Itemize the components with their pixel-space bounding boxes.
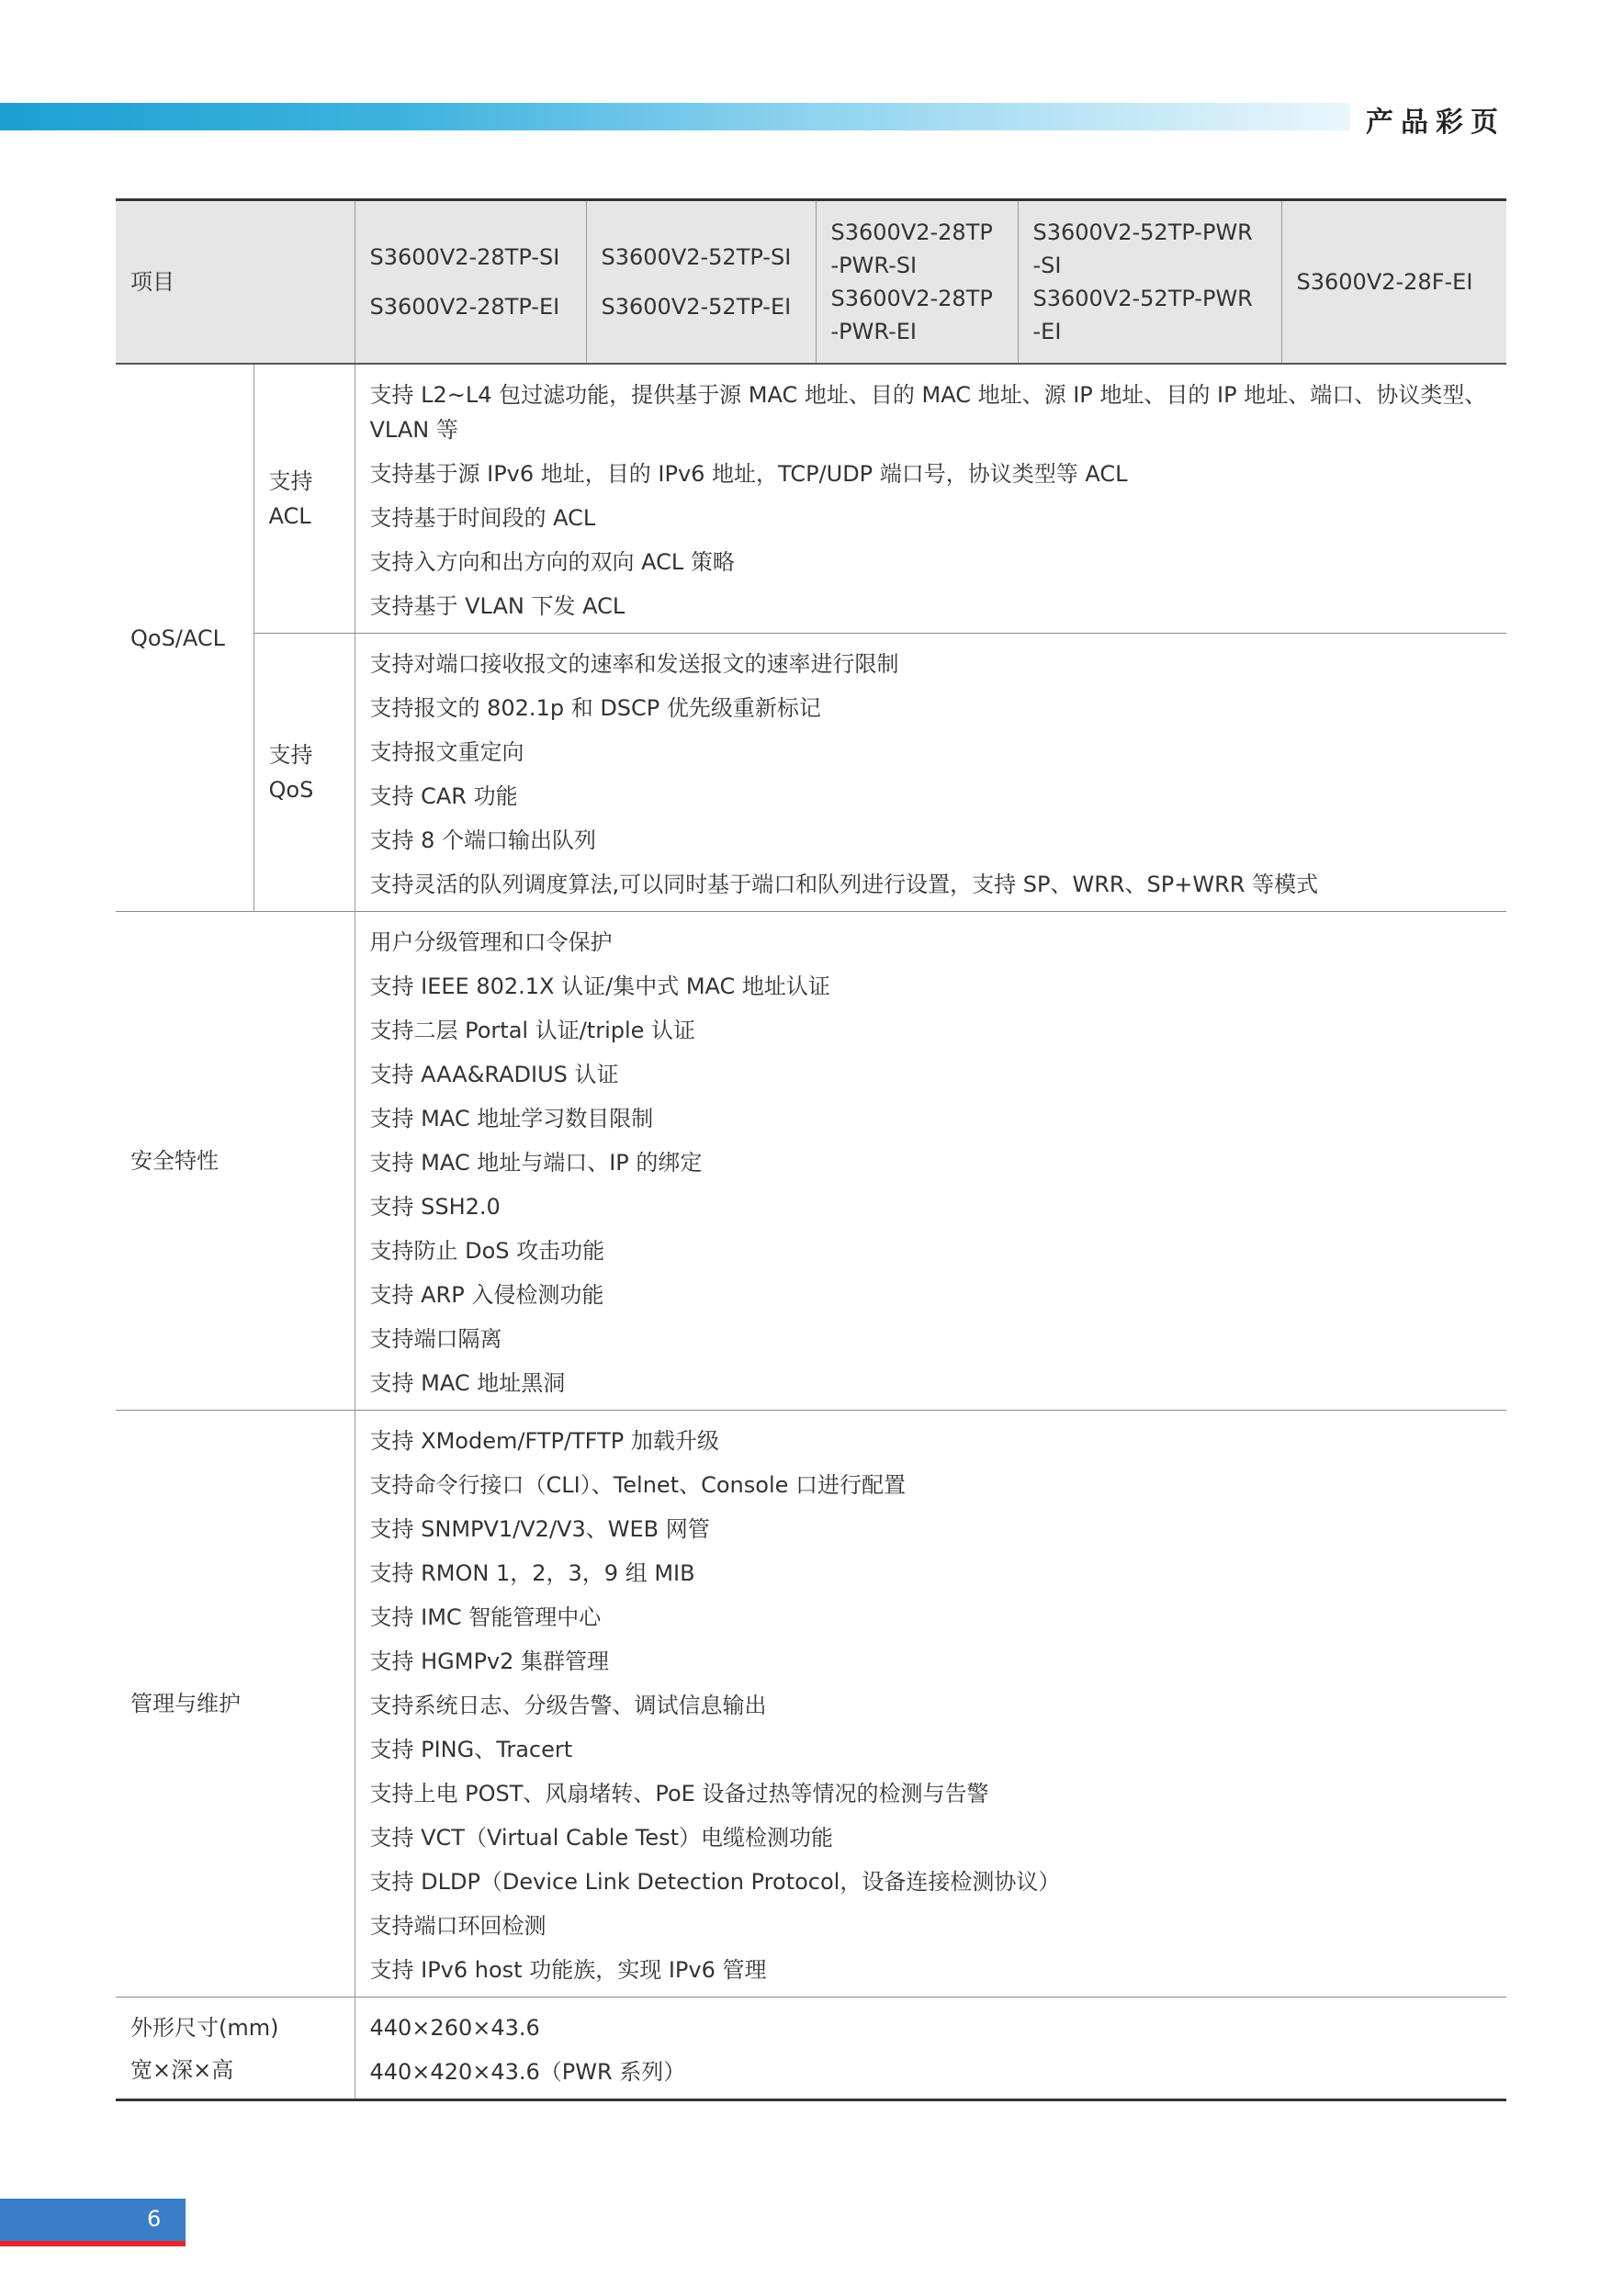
category-qos-acl: QoS/ACL bbox=[130, 625, 226, 651]
table-row bbox=[116, 912, 1506, 965]
model-name: S3600V2-28TP bbox=[830, 219, 993, 245]
feature-item: 支持 SSH2.0 bbox=[355, 1185, 1506, 1229]
feature-item: 支持 IMC 智能管理中心 bbox=[355, 1595, 1506, 1639]
feature-item: 支持防止 DoS 攻击功能 bbox=[355, 1229, 1506, 1273]
subcategory-acl: 支持 ACL bbox=[254, 364, 355, 634]
feature-item: 支持报文的 802.1p 和 DSCP 优先级重新标记 bbox=[355, 686, 1506, 730]
feature-item: 支持 L2~L4 包过滤功能，提供基于源 MAC 地址、目的 MAC 地址、源 IP 地址、目的 IP 地址、端口、协议类型、VLAN 等 bbox=[355, 364, 1506, 452]
feature-item: 支持灵活的队列调度算法,可以同时基于端口和队列进行设置，支持 SP、WRR、SP+WRR 等模式 bbox=[355, 862, 1506, 912]
category-management: 管理与维护 bbox=[130, 1691, 241, 1716]
table-row bbox=[116, 2050, 1506, 2100]
model-name: S3600V2-52TP-PWR bbox=[1032, 286, 1253, 311]
model-name: -PWR-EI bbox=[830, 319, 917, 344]
table-row bbox=[116, 364, 1506, 452]
feature-item: 支持基于时间段的 ACL bbox=[355, 496, 1506, 540]
item-header: 项目 bbox=[116, 200, 355, 365]
feature-item: 支持入方向和出方向的双向 ACL 策略 bbox=[355, 540, 1506, 584]
feature-item: 支持基于源 IPv6 地址，目的 IPv6 地址，TCP/UDP 端口号，协议类型等 ACL bbox=[355, 452, 1506, 496]
feature-item: 支持 IPv6 host 功能族，实现 IPv6 管理 bbox=[355, 1948, 1506, 1998]
dimension-value: 440×260×43.6 bbox=[355, 1998, 1506, 2051]
feature-item: 支持 XModem/FTP/TFTP 加载升级 bbox=[355, 1411, 1506, 1464]
feature-item: 支持 MAC 地址学习数目限制 bbox=[355, 1097, 1506, 1141]
model-header bbox=[586, 200, 816, 365]
feature-item: 支持 VCT（Virtual Cable Test）电缆检测功能 bbox=[355, 1816, 1506, 1860]
table-header-row bbox=[116, 200, 1506, 365]
feature-item: 支持 DLDP（Device Link Detection Protocol，设备连接检测协议） bbox=[355, 1860, 1506, 1904]
category-security: 安全特性 bbox=[130, 1148, 219, 1174]
feature-item: 支持 ARP 入侵检测功能 bbox=[355, 1273, 1506, 1317]
model-name: S3600V2-52TP-PWR bbox=[1032, 219, 1253, 245]
model-name: -SI bbox=[1032, 253, 1062, 278]
feature-item: 支持 8 个端口输出队列 bbox=[355, 818, 1506, 862]
model-name: S3600V2-52TP-EI bbox=[601, 294, 792, 320]
dimension-value: 440×420×43.6（PWR 系列） bbox=[355, 2050, 1506, 2100]
section-title: 产品彩页 bbox=[1366, 107, 1505, 139]
feature-item: 支持端口隔离 bbox=[355, 1317, 1506, 1361]
feature-item: 支持 MAC 地址与端口、IP 的绑定 bbox=[355, 1141, 1506, 1185]
table-row bbox=[116, 1411, 1506, 1464]
feature-item: 支持 MAC 地址黑洞 bbox=[355, 1361, 1506, 1411]
model-name: S3600V2-28TP-EI bbox=[369, 294, 560, 320]
header-band bbox=[0, 103, 1350, 130]
category-dimensions-unit: 宽×深×高 bbox=[130, 2057, 234, 2083]
model-name: S3600V2-28TP-SI bbox=[369, 244, 560, 270]
feature-item: 支持 AAA&RADIUS 认证 bbox=[355, 1052, 1506, 1097]
table-row bbox=[116, 1998, 1506, 2051]
feature-item: 支持报文重定向 bbox=[355, 730, 1506, 774]
model-header bbox=[355, 200, 586, 365]
feature-item: 支持 HGMPv2 集群管理 bbox=[355, 1639, 1506, 1683]
feature-item: 支持 IEEE 802.1X 认证/集中式 MAC 地址认证 bbox=[355, 964, 1506, 1008]
feature-item: 支持基于 VLAN 下发 ACL bbox=[355, 584, 1506, 634]
model-name: S3600V2-28F-EI bbox=[1296, 269, 1473, 295]
model-name: -PWR-SI bbox=[830, 253, 918, 278]
feature-item: 支持 PING、Tracert bbox=[355, 1728, 1506, 1772]
model-header bbox=[816, 200, 1018, 365]
model-header bbox=[1281, 200, 1506, 365]
model-name: S3600V2-28TP bbox=[830, 286, 993, 311]
subcategory-qos: 支持 QoS bbox=[254, 634, 355, 912]
table-row bbox=[116, 634, 1506, 687]
feature-item: 支持系统日志、分级告警、调试信息输出 bbox=[355, 1683, 1506, 1728]
model-name: S3600V2-52TP-SI bbox=[601, 244, 792, 270]
feature-item: 支持上电 POST、风扇堵转、PoE 设备过热等情况的检测与告警 bbox=[355, 1772, 1506, 1816]
feature-item: 支持命令行接口（CLI）、Telnet、Console 口进行配置 bbox=[355, 1463, 1506, 1507]
category-dimensions: 外形尺寸(mm) bbox=[130, 2015, 279, 2041]
feature-item: 用户分级管理和口令保护 bbox=[355, 912, 1506, 965]
model-name: -EI bbox=[1032, 319, 1062, 344]
feature-item: 支持 RMON 1，2，3，9 组 MIB bbox=[355, 1551, 1506, 1595]
feature-item: 支持对端口接收报文的速率和发送报文的速率进行限制 bbox=[355, 634, 1506, 687]
page-tab-accent bbox=[0, 2241, 186, 2246]
feature-item: 支持端口环回检测 bbox=[355, 1904, 1506, 1948]
feature-item: 支持二层 Portal 认证/triple 认证 bbox=[355, 1008, 1506, 1052]
feature-item: 支持 CAR 功能 bbox=[355, 774, 1506, 818]
page-number: 6 bbox=[147, 2206, 162, 2232]
model-header bbox=[1018, 200, 1281, 365]
feature-item: 支持 SNMPV1/V2/V3、WEB 网管 bbox=[355, 1507, 1506, 1551]
spec-table bbox=[116, 198, 1506, 2101]
